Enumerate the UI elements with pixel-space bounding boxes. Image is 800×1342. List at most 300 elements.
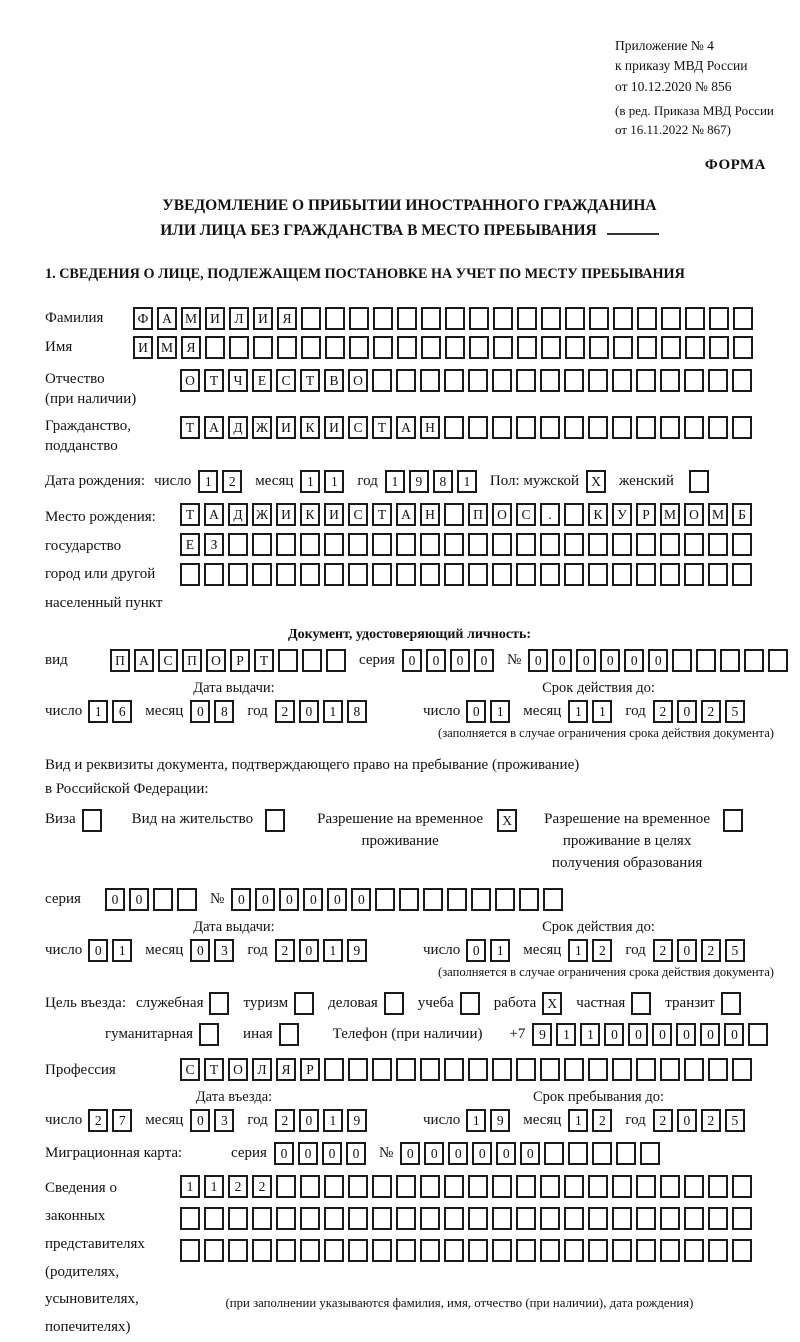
char-cell[interactable]: 0: [279, 888, 299, 911]
char-cell[interactable]: 0: [576, 649, 596, 672]
char-cell[interactable]: [177, 888, 197, 911]
char-cell[interactable]: [82, 809, 102, 832]
char-cell[interactable]: 0: [648, 649, 668, 672]
char-cell[interactable]: [495, 888, 515, 911]
char-cell[interactable]: [324, 1058, 344, 1081]
char-cell[interactable]: [588, 1239, 608, 1262]
char-cell[interactable]: Ч: [228, 369, 248, 392]
char-cell[interactable]: Ж: [252, 503, 272, 526]
char-cell[interactable]: [228, 1207, 248, 1230]
char-cell[interactable]: [612, 416, 632, 439]
char-cell[interactable]: [612, 369, 632, 392]
char-cell[interactable]: [209, 992, 229, 1015]
char-cell[interactable]: [326, 649, 346, 672]
char-cell[interactable]: [544, 1142, 564, 1165]
char-cell[interactable]: 1: [556, 1023, 576, 1046]
char-cell[interactable]: О: [492, 503, 512, 526]
char-cell[interactable]: [396, 1058, 416, 1081]
char-cell[interactable]: [565, 336, 585, 359]
char-cell[interactable]: С: [180, 1058, 200, 1081]
char-cell[interactable]: [516, 1058, 536, 1081]
char-cell[interactable]: [636, 533, 656, 556]
char-cell[interactable]: К: [300, 503, 320, 526]
char-cell[interactable]: 2: [653, 1109, 673, 1132]
char-cell[interactable]: [684, 1175, 704, 1198]
char-cell[interactable]: [564, 1207, 584, 1230]
char-cell[interactable]: [588, 369, 608, 392]
char-cell[interactable]: [744, 649, 764, 672]
char-cell[interactable]: [732, 369, 752, 392]
char-cell[interactable]: [444, 1175, 464, 1198]
char-cell[interactable]: 1: [112, 939, 132, 962]
char-cell[interactable]: [733, 307, 753, 330]
char-cell[interactable]: [294, 992, 314, 1015]
char-cell[interactable]: 8: [433, 470, 453, 493]
char-cell[interactable]: 0: [474, 649, 494, 672]
char-cell[interactable]: И: [324, 416, 344, 439]
char-cell[interactable]: [301, 307, 321, 330]
char-cell[interactable]: 0: [496, 1142, 516, 1165]
char-cell[interactable]: [300, 1175, 320, 1198]
char-cell[interactable]: [492, 1058, 512, 1081]
char-cell[interactable]: [636, 416, 656, 439]
char-cell[interactable]: [708, 369, 728, 392]
char-cell[interactable]: В: [324, 369, 344, 392]
char-cell[interactable]: 0: [677, 939, 697, 962]
char-cell[interactable]: 0: [346, 1142, 366, 1165]
char-cell[interactable]: [204, 1207, 224, 1230]
char-cell[interactable]: К: [300, 416, 320, 439]
char-cell[interactable]: [325, 336, 345, 359]
char-cell[interactable]: [732, 1058, 752, 1081]
char-cell[interactable]: 1: [88, 700, 108, 723]
char-cell[interactable]: [564, 503, 584, 526]
char-cell[interactable]: Т: [204, 369, 224, 392]
char-cell[interactable]: 6: [112, 700, 132, 723]
char-cell[interactable]: 0: [190, 700, 210, 723]
char-cell[interactable]: [492, 563, 512, 586]
char-cell[interactable]: [516, 563, 536, 586]
char-cell[interactable]: 0: [255, 888, 275, 911]
char-cell[interactable]: [732, 1175, 752, 1198]
char-cell[interactable]: [684, 1207, 704, 1230]
char-cell[interactable]: Я: [276, 1058, 296, 1081]
char-cell[interactable]: [636, 1175, 656, 1198]
char-cell[interactable]: С: [348, 503, 368, 526]
char-cell[interactable]: [631, 992, 651, 1015]
char-cell[interactable]: 1: [204, 1175, 224, 1198]
char-cell[interactable]: [445, 336, 465, 359]
char-cell[interactable]: [612, 1058, 632, 1081]
char-cell[interactable]: [517, 336, 537, 359]
char-cell[interactable]: [492, 1207, 512, 1230]
char-cell[interactable]: [709, 336, 729, 359]
char-cell[interactable]: С: [516, 503, 536, 526]
char-cell[interactable]: [228, 1239, 248, 1262]
char-cell[interactable]: [564, 416, 584, 439]
char-cell[interactable]: 1: [323, 700, 343, 723]
char-cell[interactable]: [516, 369, 536, 392]
char-cell[interactable]: [468, 563, 488, 586]
char-cell[interactable]: 1: [300, 470, 320, 493]
char-cell[interactable]: [612, 1207, 632, 1230]
char-cell[interactable]: 0: [322, 1142, 342, 1165]
char-cell[interactable]: [396, 369, 416, 392]
char-cell[interactable]: [660, 1058, 680, 1081]
char-cell[interactable]: 0: [724, 1023, 744, 1046]
char-cell[interactable]: [708, 1239, 728, 1262]
char-cell[interactable]: [468, 1239, 488, 1262]
char-cell[interactable]: [732, 1207, 752, 1230]
char-cell[interactable]: [384, 992, 404, 1015]
char-cell[interactable]: 0: [472, 1142, 492, 1165]
char-cell[interactable]: Т: [254, 649, 274, 672]
char-cell[interactable]: [661, 307, 681, 330]
char-cell[interactable]: [636, 563, 656, 586]
char-cell[interactable]: Д: [228, 503, 248, 526]
char-cell[interactable]: [471, 888, 491, 911]
char-cell[interactable]: П: [182, 649, 202, 672]
char-cell[interactable]: [684, 563, 704, 586]
char-cell[interactable]: Т: [372, 503, 392, 526]
char-cell[interactable]: [684, 416, 704, 439]
char-cell[interactable]: Л: [252, 1058, 272, 1081]
char-cell[interactable]: [612, 1175, 632, 1198]
char-cell[interactable]: [375, 888, 395, 911]
char-cell[interactable]: [493, 307, 513, 330]
char-cell[interactable]: [723, 809, 743, 832]
char-cell[interactable]: 2: [228, 1175, 248, 1198]
char-cell[interactable]: [733, 336, 753, 359]
char-cell[interactable]: [420, 1058, 440, 1081]
char-cell[interactable]: 1: [323, 1109, 343, 1132]
char-cell[interactable]: [540, 369, 560, 392]
char-cell[interactable]: [348, 1175, 368, 1198]
char-cell[interactable]: [399, 888, 419, 911]
char-cell[interactable]: [324, 533, 344, 556]
char-cell[interactable]: 0: [520, 1142, 540, 1165]
char-cell[interactable]: [348, 1058, 368, 1081]
char-cell[interactable]: 0: [624, 649, 644, 672]
char-cell[interactable]: [564, 369, 584, 392]
char-cell[interactable]: 0: [604, 1023, 624, 1046]
char-cell[interactable]: [444, 533, 464, 556]
char-cell[interactable]: 0: [628, 1023, 648, 1046]
char-cell[interactable]: [300, 1207, 320, 1230]
char-cell[interactable]: [612, 563, 632, 586]
char-cell[interactable]: [616, 1142, 636, 1165]
char-cell[interactable]: 2: [88, 1109, 108, 1132]
char-cell[interactable]: [468, 1207, 488, 1230]
char-cell[interactable]: 0: [677, 1109, 697, 1132]
char-cell[interactable]: X: [586, 470, 606, 493]
char-cell[interactable]: [540, 533, 560, 556]
char-cell[interactable]: [592, 1142, 612, 1165]
char-cell[interactable]: [516, 1175, 536, 1198]
char-cell[interactable]: [661, 336, 681, 359]
char-cell[interactable]: 9: [347, 1109, 367, 1132]
char-cell[interactable]: 0: [190, 1109, 210, 1132]
char-cell[interactable]: 9: [347, 939, 367, 962]
char-cell[interactable]: [468, 369, 488, 392]
char-cell[interactable]: [565, 307, 585, 330]
char-cell[interactable]: Ф: [133, 307, 153, 330]
char-cell[interactable]: [253, 336, 273, 359]
char-cell[interactable]: [689, 470, 709, 493]
char-cell[interactable]: Я: [181, 336, 201, 359]
char-cell[interactable]: [180, 1207, 200, 1230]
char-cell[interactable]: О: [348, 369, 368, 392]
char-cell[interactable]: [445, 307, 465, 330]
char-cell[interactable]: 0: [448, 1142, 468, 1165]
char-cell[interactable]: [279, 1023, 299, 1046]
char-cell[interactable]: Н: [420, 503, 440, 526]
char-cell[interactable]: [444, 1058, 464, 1081]
char-cell[interactable]: [588, 533, 608, 556]
char-cell[interactable]: О: [180, 369, 200, 392]
char-cell[interactable]: [732, 416, 752, 439]
char-cell[interactable]: [637, 307, 657, 330]
char-cell[interactable]: [589, 307, 609, 330]
char-cell[interactable]: [660, 1175, 680, 1198]
char-cell[interactable]: [636, 1239, 656, 1262]
char-cell[interactable]: [199, 1023, 219, 1046]
char-cell[interactable]: М: [708, 503, 728, 526]
char-cell[interactable]: [492, 369, 512, 392]
char-cell[interactable]: [684, 1058, 704, 1081]
char-cell[interactable]: [612, 533, 632, 556]
char-cell[interactable]: [721, 992, 741, 1015]
char-cell[interactable]: 0: [450, 649, 470, 672]
char-cell[interactable]: [349, 336, 369, 359]
char-cell[interactable]: 2: [653, 700, 673, 723]
char-cell[interactable]: [444, 416, 464, 439]
char-cell[interactable]: [708, 533, 728, 556]
char-cell[interactable]: [301, 336, 321, 359]
char-cell[interactable]: 3: [214, 1109, 234, 1132]
char-cell[interactable]: П: [468, 503, 488, 526]
char-cell[interactable]: X: [542, 992, 562, 1015]
char-cell[interactable]: X: [497, 809, 517, 832]
char-cell[interactable]: [300, 563, 320, 586]
char-cell[interactable]: 1: [385, 470, 405, 493]
char-cell[interactable]: [444, 563, 464, 586]
char-cell[interactable]: [420, 1175, 440, 1198]
char-cell[interactable]: [589, 336, 609, 359]
char-cell[interactable]: [492, 416, 512, 439]
char-cell[interactable]: [300, 533, 320, 556]
char-cell[interactable]: [540, 416, 560, 439]
char-cell[interactable]: С: [158, 649, 178, 672]
char-cell[interactable]: [444, 1239, 464, 1262]
char-cell[interactable]: 0: [299, 700, 319, 723]
char-cell[interactable]: [204, 563, 224, 586]
char-cell[interactable]: 0: [426, 649, 446, 672]
char-cell[interactable]: Р: [636, 503, 656, 526]
char-cell[interactable]: А: [204, 503, 224, 526]
char-cell[interactable]: 1: [457, 470, 477, 493]
char-cell[interactable]: 0: [105, 888, 125, 911]
char-cell[interactable]: 2: [701, 700, 721, 723]
char-cell[interactable]: И: [205, 307, 225, 330]
char-cell[interactable]: [660, 563, 680, 586]
char-cell[interactable]: 2: [222, 470, 242, 493]
char-cell[interactable]: [444, 503, 464, 526]
char-cell[interactable]: [396, 533, 416, 556]
char-cell[interactable]: [709, 307, 729, 330]
char-cell[interactable]: 0: [402, 649, 422, 672]
char-cell[interactable]: [373, 307, 393, 330]
char-cell[interactable]: 0: [299, 1109, 319, 1132]
char-cell[interactable]: [588, 416, 608, 439]
char-cell[interactable]: [302, 649, 322, 672]
char-cell[interactable]: 2: [275, 939, 295, 962]
char-cell[interactable]: [252, 563, 272, 586]
char-cell[interactable]: 1: [180, 1175, 200, 1198]
char-cell[interactable]: [636, 369, 656, 392]
char-cell[interactable]: [492, 1175, 512, 1198]
char-cell[interactable]: 0: [274, 1142, 294, 1165]
char-cell[interactable]: [325, 307, 345, 330]
char-cell[interactable]: [517, 307, 537, 330]
char-cell[interactable]: 0: [88, 939, 108, 962]
char-cell[interactable]: [252, 1239, 272, 1262]
char-cell[interactable]: [660, 369, 680, 392]
char-cell[interactable]: [349, 307, 369, 330]
char-cell[interactable]: 1: [592, 700, 612, 723]
char-cell[interactable]: [252, 1207, 272, 1230]
char-cell[interactable]: 9: [409, 470, 429, 493]
char-cell[interactable]: Р: [230, 649, 250, 672]
char-cell[interactable]: [685, 336, 705, 359]
char-cell[interactable]: [660, 1207, 680, 1230]
char-cell[interactable]: [588, 563, 608, 586]
char-cell[interactable]: [519, 888, 539, 911]
char-cell[interactable]: [468, 1175, 488, 1198]
char-cell[interactable]: 2: [275, 1109, 295, 1132]
char-cell[interactable]: 9: [490, 1109, 510, 1132]
char-cell[interactable]: [708, 563, 728, 586]
char-cell[interactable]: [324, 1239, 344, 1262]
char-cell[interactable]: [276, 533, 296, 556]
char-cell[interactable]: [396, 1239, 416, 1262]
char-cell[interactable]: [516, 416, 536, 439]
char-cell[interactable]: И: [324, 503, 344, 526]
char-cell[interactable]: [493, 336, 513, 359]
char-cell[interactable]: [348, 563, 368, 586]
char-cell[interactable]: Т: [372, 416, 392, 439]
char-cell[interactable]: Б: [732, 503, 752, 526]
char-cell[interactable]: [265, 809, 285, 832]
char-cell[interactable]: 2: [701, 1109, 721, 1132]
char-cell[interactable]: 1: [568, 700, 588, 723]
char-cell[interactable]: [276, 1239, 296, 1262]
char-cell[interactable]: [469, 307, 489, 330]
char-cell[interactable]: 0: [466, 939, 486, 962]
char-cell[interactable]: .: [540, 503, 560, 526]
char-cell[interactable]: [468, 416, 488, 439]
char-cell[interactable]: И: [276, 503, 296, 526]
char-cell[interactable]: [540, 1239, 560, 1262]
char-cell[interactable]: [516, 1207, 536, 1230]
char-cell[interactable]: 0: [129, 888, 149, 911]
char-cell[interactable]: [564, 533, 584, 556]
char-cell[interactable]: 8: [214, 700, 234, 723]
char-cell[interactable]: 1: [490, 939, 510, 962]
char-cell[interactable]: [685, 307, 705, 330]
char-cell[interactable]: [540, 1207, 560, 1230]
char-cell[interactable]: [696, 649, 716, 672]
char-cell[interactable]: [396, 1207, 416, 1230]
char-cell[interactable]: 0: [303, 888, 323, 911]
char-cell[interactable]: [564, 1239, 584, 1262]
char-cell[interactable]: [564, 563, 584, 586]
char-cell[interactable]: [568, 1142, 588, 1165]
char-cell[interactable]: 0: [528, 649, 548, 672]
char-cell[interactable]: [276, 563, 296, 586]
char-cell[interactable]: 1: [580, 1023, 600, 1046]
char-cell[interactable]: 0: [676, 1023, 696, 1046]
char-cell[interactable]: Н: [420, 416, 440, 439]
char-cell[interactable]: [708, 1207, 728, 1230]
char-cell[interactable]: [636, 1207, 656, 1230]
char-cell[interactable]: М: [660, 503, 680, 526]
char-cell[interactable]: 0: [466, 700, 486, 723]
char-cell[interactable]: [708, 416, 728, 439]
char-cell[interactable]: [372, 533, 392, 556]
char-cell[interactable]: [732, 1239, 752, 1262]
char-cell[interactable]: О: [228, 1058, 248, 1081]
char-cell[interactable]: Ж: [252, 416, 272, 439]
char-cell[interactable]: Е: [252, 369, 272, 392]
char-cell[interactable]: С: [348, 416, 368, 439]
char-cell[interactable]: Т: [180, 416, 200, 439]
char-cell[interactable]: [421, 336, 441, 359]
char-cell[interactable]: [460, 992, 480, 1015]
char-cell[interactable]: [660, 533, 680, 556]
char-cell[interactable]: [492, 1239, 512, 1262]
char-cell[interactable]: С: [276, 369, 296, 392]
char-cell[interactable]: А: [134, 649, 154, 672]
char-cell[interactable]: А: [396, 503, 416, 526]
char-cell[interactable]: 9: [532, 1023, 552, 1046]
char-cell[interactable]: [708, 1058, 728, 1081]
char-cell[interactable]: [252, 533, 272, 556]
char-cell[interactable]: [324, 563, 344, 586]
char-cell[interactable]: [153, 888, 173, 911]
char-cell[interactable]: [228, 533, 248, 556]
char-cell[interactable]: Л: [229, 307, 249, 330]
char-cell[interactable]: [768, 649, 788, 672]
char-cell[interactable]: [324, 1207, 344, 1230]
char-cell[interactable]: [420, 1239, 440, 1262]
char-cell[interactable]: [684, 369, 704, 392]
char-cell[interactable]: [660, 1239, 680, 1262]
char-cell[interactable]: [672, 649, 692, 672]
char-cell[interactable]: [444, 369, 464, 392]
char-cell[interactable]: З: [204, 533, 224, 556]
char-cell[interactable]: [420, 563, 440, 586]
char-cell[interactable]: 1: [324, 470, 344, 493]
char-cell[interactable]: У: [612, 503, 632, 526]
char-cell[interactable]: И: [253, 307, 273, 330]
char-cell[interactable]: 2: [653, 939, 673, 962]
char-cell[interactable]: [372, 1175, 392, 1198]
char-cell[interactable]: [421, 307, 441, 330]
char-cell[interactable]: 7: [112, 1109, 132, 1132]
char-cell[interactable]: [396, 1175, 416, 1198]
char-cell[interactable]: О: [684, 503, 704, 526]
